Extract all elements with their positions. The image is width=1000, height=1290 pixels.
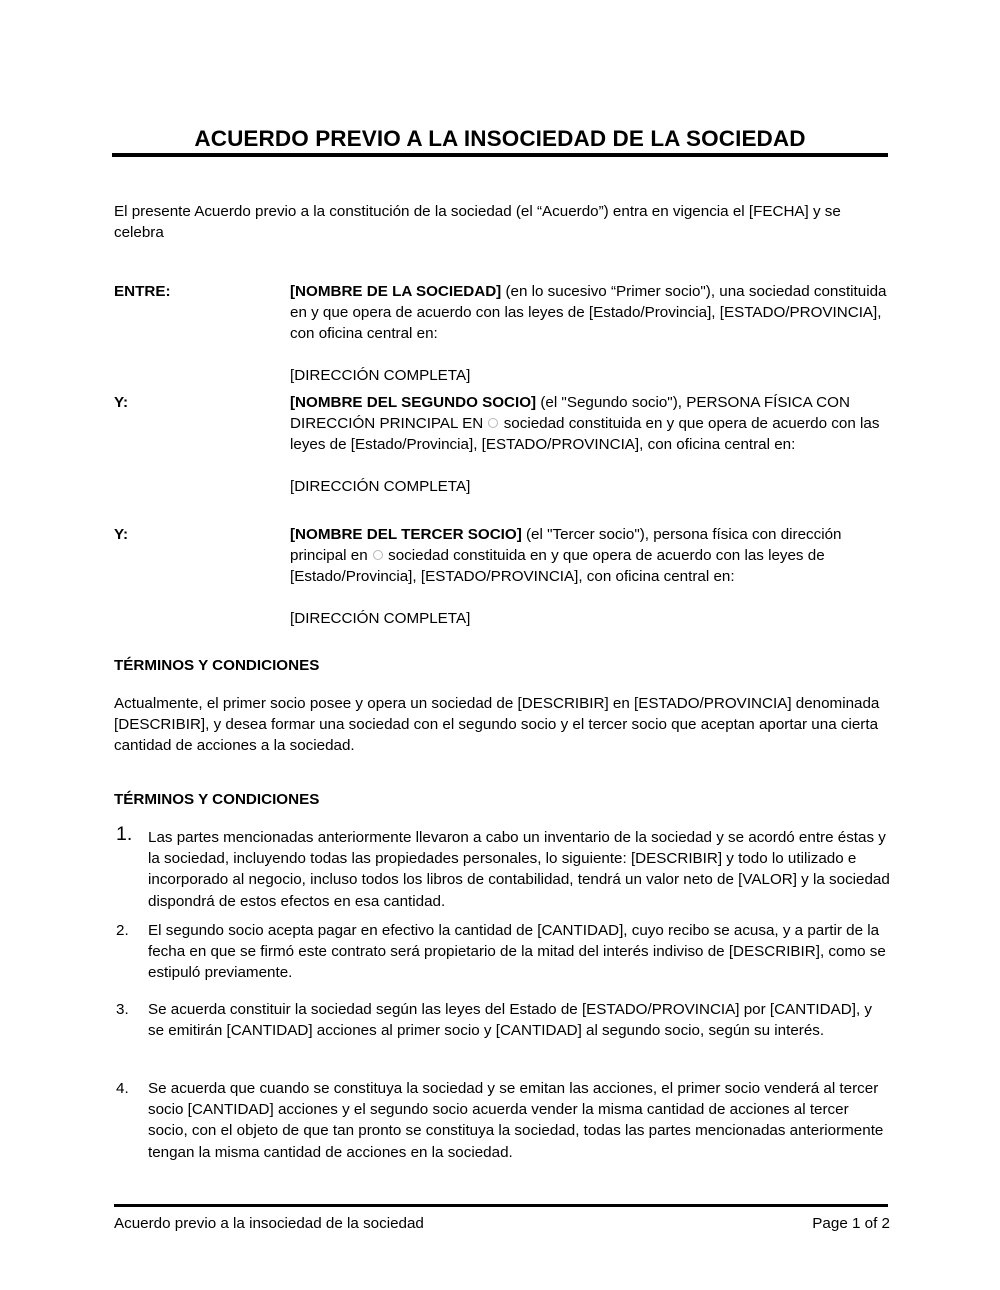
clause-text-2: El segundo socio acepta pagar en efectivo la cantidad de [CANTIDAD], cuyo recibo se acusa, y a partir de la fecha en que se firmó este contrato será propietario de la mitad del interés indiviso de [DESCRIBIR], como se estipuló previamente. bbox=[148, 922, 886, 982]
footer-document-name: Acuerdo previo a la insociedad de la sociedad bbox=[114, 1215, 424, 1232]
clause-text-4: Se acuerda que cuando se constituya la sociedad y se emitan las acciones, el primer socio venderá al tercer socio [CANTIDAD] acciones y el segundo socio acuerda vender la misma cantidad de acciones al tercer socio, con el objeto de que tan pronto se constituya la sociedad, todas las partes mencionadas anteriormente tengan la misma cantidad de acciones en la sociedad. bbox=[148, 1080, 884, 1161]
party-label-y-2: Y: bbox=[114, 526, 129, 543]
party-block-1 bbox=[114, 281, 890, 386]
party-label-entre: ENTRE: bbox=[114, 283, 171, 300]
party-address-2: [DIRECCIÓN COMPLETA] bbox=[290, 478, 471, 495]
party-address-1: [DIRECCIÓN COMPLETA] bbox=[290, 367, 471, 384]
party-body-3 bbox=[290, 524, 890, 629]
page-footer bbox=[114, 1213, 890, 1234]
clause-text-1: Las partes mencionadas anteriormente llevaron a cabo un inventario de la sociedad y se acordó entre éstas y la sociedad, incluyendo todas las propiedades personales, lo siguiente: [DESCRIBIR] y todo lo utilizado e incorporado al negocio, incluso todos los libros de contabilidad, tendrá un valor neto de [VALOR] y la sociedad dispondrá de estos efectos en esa cantidad. bbox=[148, 829, 890, 910]
party-description-1 bbox=[290, 281, 890, 344]
party-address-3: [DIRECCIÓN COMPLETA] bbox=[290, 610, 471, 627]
section-heading-terminos-1: TÉRMINOS Y CONDICIONES bbox=[114, 657, 320, 674]
party-block-2 bbox=[114, 392, 890, 497]
party-desc-after-2: sociedad constituida en y que opera de acuerdo con las leyes de [Estado/Provincia], [ESTADO/PROVINCIA], con oficina central en: bbox=[290, 415, 880, 453]
party-description-3 bbox=[290, 524, 890, 587]
recital-paragraph: Actualmente, el primer socio posee y opera un sociedad de [DESCRIBIR] en [ESTADO/PROVINCIA] denominada [DESCRIBIR], y desea formar una sociedad con el segundo socio y el tercer socio que aceptan aportar una cierta cantidad de acciones a la sociedad. bbox=[114, 695, 880, 755]
footer-page-number: Page 1 of 2 bbox=[812, 1215, 890, 1232]
clause-marker-2: 2. bbox=[116, 922, 129, 939]
party-desc-before-1: (en lo sucesivo “Primer socio"), una sociedad constituida en y que opera de acuerdo con las leyes de [Estado/Provincia], [ESTADO/PROVINCIA], con oficina central en: bbox=[290, 283, 887, 342]
clause-item-4 bbox=[114, 1078, 890, 1163]
party-body-1 bbox=[290, 281, 890, 386]
party-desc-before-2: (el "Segundo socio"), PERSONA FÍSICA CON DIRECCIÓN PRINCIPAL EN bbox=[290, 394, 850, 432]
party-desc-before-3: (el "Tercer socio"), persona física con dirección principal en bbox=[290, 526, 842, 564]
clause-marker-1: 1. bbox=[116, 823, 133, 845]
clause-item-1 bbox=[114, 823, 890, 912]
clause-item-2 bbox=[114, 920, 890, 984]
party-block-3 bbox=[114, 524, 890, 629]
clause-item-3 bbox=[114, 999, 890, 1041]
clause-text-3: Se acuerda constituir la sociedad según las leyes del Estado de [ESTADO/PROVINCIA] por [CANTIDAD], y se emitirán [CANTIDAD] acciones al primer socio y [CANTIDAD] al segundo socio, según su interés. bbox=[148, 1001, 872, 1040]
circle-bullet-icon bbox=[373, 550, 383, 560]
section-heading-terminos-2: TÉRMINOS Y CONDICIONES bbox=[114, 791, 320, 808]
party-name-3: [NOMBRE DEL TERCER SOCIO] bbox=[290, 526, 522, 543]
party-body-2 bbox=[290, 392, 890, 497]
title-divider bbox=[112, 153, 888, 157]
circle-bullet-icon bbox=[488, 418, 498, 428]
clause-marker-4: 4. bbox=[116, 1080, 129, 1097]
clause-marker-3: 3. bbox=[116, 1001, 129, 1018]
party-desc-after-3: sociedad constituida en y que opera de acuerdo con las leyes de [Estado/Provincia], [ESTADO/PROVINCIA], con oficina central en: bbox=[290, 547, 825, 585]
party-label-y-1: Y: bbox=[114, 394, 129, 411]
footer-divider bbox=[114, 1204, 888, 1207]
party-description-2 bbox=[290, 392, 890, 455]
intro-paragraph: El presente Acuerdo previo a la constitución de la sociedad (el “Acuerdo”) entra en vigencia el [FECHA] y se celebra bbox=[114, 203, 841, 241]
party-name-1: [NOMBRE DE LA SOCIEDAD] bbox=[290, 283, 502, 300]
party-name-2: [NOMBRE DEL SEGUNDO SOCIO] bbox=[290, 394, 537, 411]
page-title: ACUERDO PREVIO A LA INSOCIEDAD DE LA SOCIEDAD bbox=[194, 126, 806, 151]
